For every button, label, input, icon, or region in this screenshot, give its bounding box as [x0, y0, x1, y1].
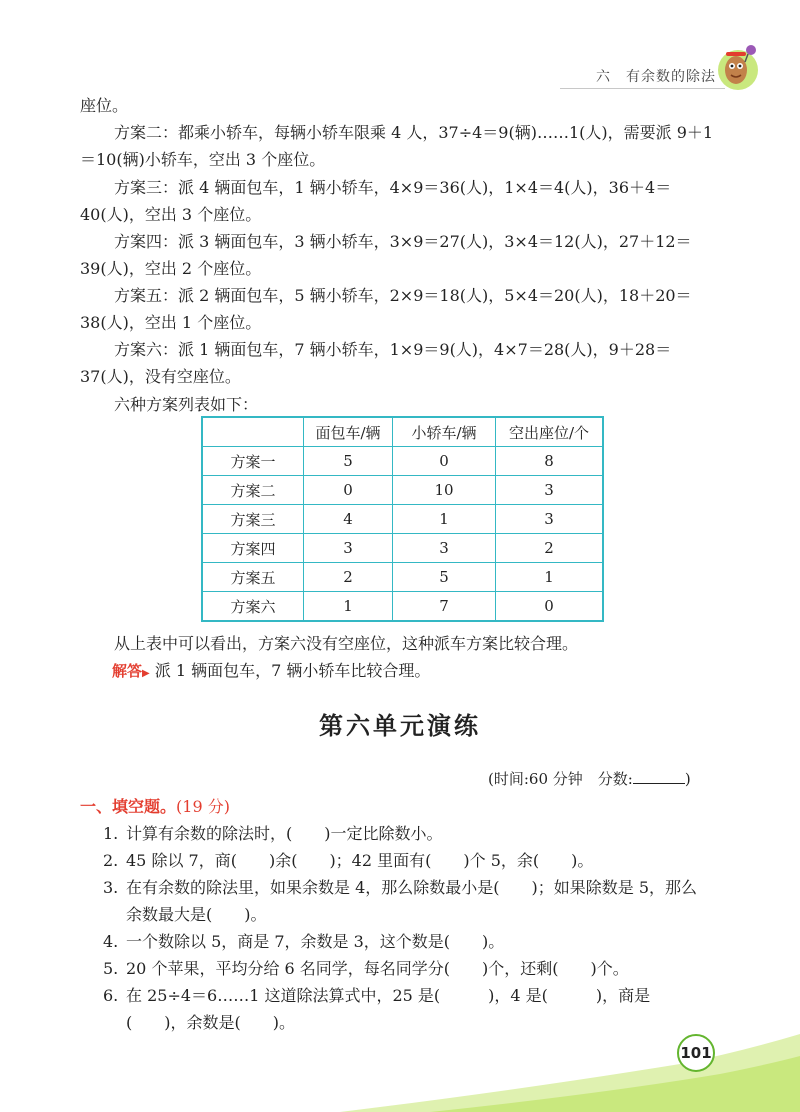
score-close: ) [684, 770, 691, 788]
answer-label: 解答 [112, 662, 143, 680]
question-text: 在 25÷4＝6……1 这道除法算式中，25 是( )，4 是( )，商是 [126, 986, 651, 1005]
answer-line [112, 657, 728, 687]
table-row [202, 592, 603, 622]
conclusion: 从上表中可以看出，方案六没有空座位，这种派车方案比较合理。 [114, 634, 579, 653]
table-cell: 4 [304, 505, 393, 534]
question-number: 4. [103, 932, 119, 951]
question-continuation: 余数最大是( )。 [126, 905, 267, 924]
question-5 [103, 955, 728, 982]
unit-title: 第六单元演练 [319, 712, 481, 740]
chapter-header: 六 有余数的除法 [596, 69, 716, 85]
section-score: (19 分) [176, 797, 230, 816]
table-cell: 方案三 [202, 505, 304, 534]
table-header-row [202, 417, 603, 447]
table-header-cell: 面包车/辆 [304, 417, 393, 447]
question-continuation: ( )，余数是( )。 [126, 1013, 295, 1032]
table-cell: 1 [393, 505, 496, 534]
question-text: 45 除以 7，商( )余( )；42 里面有( )个 5，余( )。 [126, 851, 594, 870]
table-header-cell: 小轿车/辆 [393, 417, 496, 447]
table-cell: 1 [304, 592, 393, 622]
question-number: 5. [103, 959, 119, 978]
question-text: 一个数除以 5，商是 7，余数是 3，这个数是( )。 [126, 932, 505, 951]
table-cell: 10 [393, 476, 496, 505]
answer-arrow-icon: ▶ [142, 668, 150, 679]
table-cell: 0 [393, 447, 496, 476]
table-cell: 0 [496, 592, 604, 622]
page-number-badge [677, 1034, 715, 1072]
table-cell: 方案一 [202, 447, 304, 476]
header-divider [560, 88, 725, 89]
question-2 [103, 847, 728, 874]
solution-paragraph-3: 方案四：派 3 辆面包车，3 辆小轿车，3×9＝27(人)，3×4＝12(人)，27＋12＝39(人)，空出 2 个座位。 [80, 232, 692, 278]
question-number: 2. [103, 851, 119, 870]
table-cell: 5 [304, 447, 393, 476]
question-text: 在有余数的除法里，如果余数是 4，那么除数最小是( )；如果除数是 5，那么 [126, 878, 698, 897]
table-row [202, 563, 603, 592]
solution-paragraph-1: 方案二：都乘小轿车，每辆小轿车限乘 4 人，37÷4＝9(辆)……1(人)，需要派 9＋1＝10(辆)小轿车，空出 3 个座位。 [80, 123, 714, 169]
table-cell: 2 [304, 563, 393, 592]
table-row [202, 476, 603, 505]
question-text: 计算有余数的除法时，( )一定比除数小。 [126, 824, 443, 843]
table-cell: 8 [496, 447, 604, 476]
table-cell: 方案二 [202, 476, 304, 505]
question-number: 3. [103, 878, 119, 897]
table-cell: 5 [393, 563, 496, 592]
table-cell: 方案六 [202, 592, 304, 622]
table-cell: 7 [393, 592, 496, 622]
question-4 [103, 928, 728, 955]
section-title-text: 一、填空题。 [80, 797, 177, 816]
question-3 [103, 874, 728, 928]
table-cell: 方案四 [202, 534, 304, 563]
question-text: 20 个苹果，平均分给 6 名同学，每名同学分( )个，还剩( )个。 [126, 959, 629, 978]
table-row [202, 534, 603, 563]
mascot-icon [708, 40, 768, 92]
solution-paragraph-2: 方案三：派 4 辆面包车，1 辆小轿车，4×9＝36(人)，1×4＝4(人)，36＋4＝40(人)，空出 3 个座位。 [80, 178, 672, 224]
table-cell: 3 [304, 534, 393, 563]
table-header-cell: 空出座位/个 [496, 417, 604, 447]
table-cell: 1 [496, 563, 604, 592]
question-1 [103, 820, 728, 847]
table-header-cell [202, 417, 304, 447]
table-cell: 0 [304, 476, 393, 505]
question-number: 1. [103, 824, 119, 843]
score-blank[interactable] [633, 769, 685, 784]
page-number: 101 [680, 1044, 712, 1062]
table-cell: 方案五 [202, 563, 304, 592]
table-cell: 2 [496, 534, 604, 563]
table-cell: 3 [496, 505, 604, 534]
solution-paragraph-5: 方案六：派 1 辆面包车，7 辆小轿车，1×9＝9(人)，4×7＝28(人)，9＋28＝37(人)，没有空座位。 [80, 340, 672, 386]
plans-table [201, 416, 604, 622]
section-title [80, 794, 230, 817]
exam-info [488, 768, 691, 789]
table-intro: 六种方案列表如下： [114, 395, 259, 414]
table-row [202, 447, 603, 476]
solution-paragraph-4: 方案五：派 2 辆面包车，5 辆小轿车，2×9＝18(人)，5×4＝20(人)，18＋20＝38(人)，空出 1 个座位。 [80, 286, 692, 332]
answer-text: 派 1 辆面包车，7 辆小轿车比较合理。 [154, 661, 431, 680]
table-cell: 3 [393, 534, 496, 563]
table-row [202, 505, 603, 534]
question-number: 6. [103, 986, 119, 1005]
solution-paragraph-0: 座位。 [80, 96, 129, 115]
time-score-label: (时间:60 分钟 分数: [488, 770, 633, 788]
table-cell: 3 [496, 476, 604, 505]
